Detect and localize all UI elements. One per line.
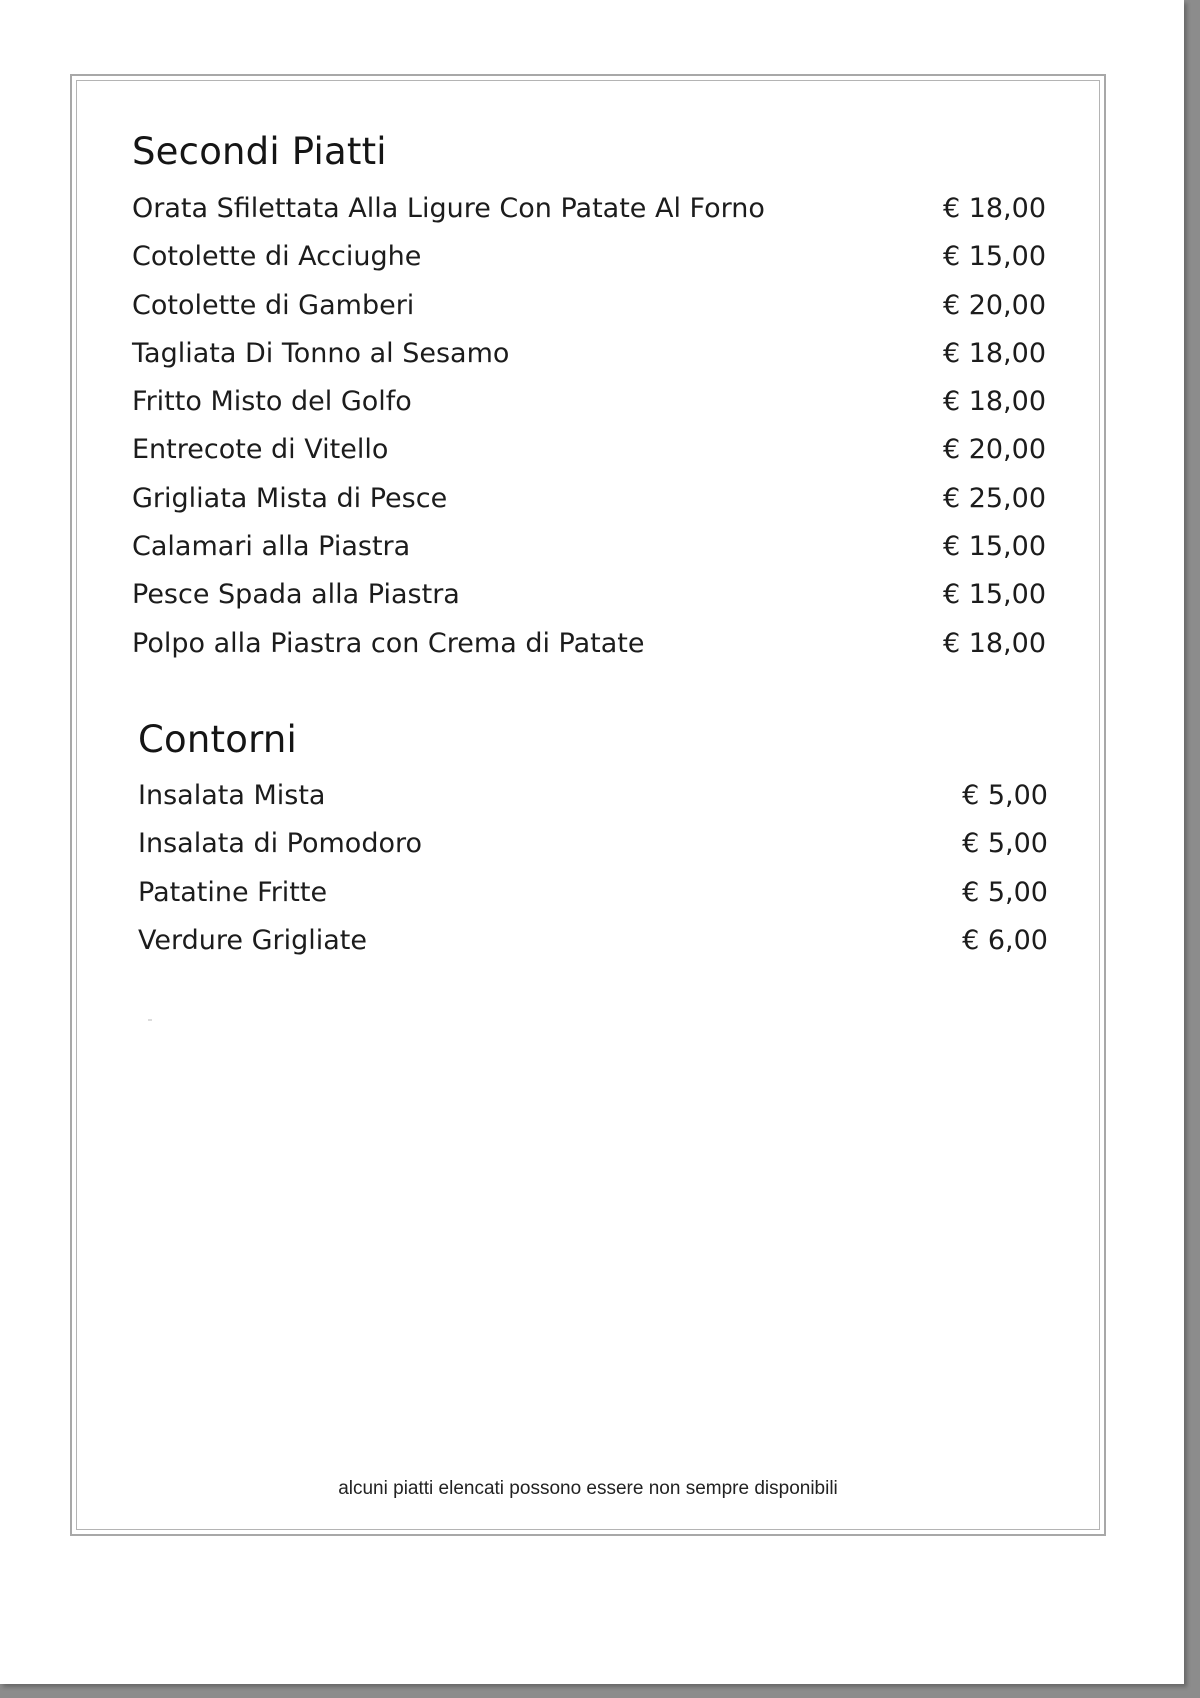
item-name: Verdure Grigliate	[138, 924, 367, 956]
item-name: Polpo alla Piastra con Crema di Patate	[132, 627, 645, 659]
item-name: Entrecote di Vitello	[132, 434, 389, 466]
item-name: Patatine Fritte	[138, 876, 328, 908]
item-price: € 6,00	[962, 924, 1048, 956]
contorni-list	[138, 772, 1048, 965]
secondi-piatti-list	[132, 185, 1046, 668]
availability-note: alcuni piatti elencati possono essere non sempre disponibili	[338, 1478, 838, 1499]
menu-item	[138, 820, 1048, 868]
item-name: Orata Sfilettata Alla Ligure Con Patate Al Forno	[132, 193, 765, 224]
section-title-contorni: Contorni	[138, 718, 297, 761]
item-name: Calamari alla Piastra	[132, 531, 411, 563]
item-name: Insalata Mista	[138, 780, 326, 811]
menu-item	[138, 917, 1048, 965]
item-price: € 15,00	[942, 241, 1046, 273]
menu-item	[132, 282, 1046, 330]
menu-item	[132, 233, 1046, 281]
item-price: € 15,00	[942, 579, 1046, 611]
item-name: Cotolette di Gamberi	[132, 289, 415, 321]
item-name: Pesce Spada alla Piastra	[132, 579, 460, 611]
section-title-secondi-piatti: Secondi Piatti	[132, 130, 387, 173]
stray-mark	[148, 1019, 152, 1021]
menu-item	[138, 869, 1048, 917]
item-price: € 5,00	[962, 780, 1048, 811]
item-price: € 5,00	[962, 828, 1048, 860]
item-price: € 5,00	[962, 876, 1048, 908]
menu-item	[132, 185, 1046, 233]
menu-item	[132, 571, 1046, 619]
menu-item	[138, 772, 1048, 820]
item-price: € 15,00	[942, 531, 1046, 563]
menu-item	[132, 475, 1046, 523]
menu-item	[132, 330, 1046, 378]
item-price: € 18,00	[942, 337, 1046, 369]
item-price: € 25,00	[942, 482, 1046, 514]
item-name: Tagliata Di Tonno al Sesamo	[132, 337, 510, 369]
item-price: € 18,00	[942, 386, 1046, 418]
item-price: € 20,00	[942, 434, 1046, 466]
menu-item	[132, 426, 1046, 474]
item-name: Grigliata Mista di Pesce	[132, 482, 448, 514]
item-price: € 18,00	[942, 627, 1046, 659]
item-price: € 18,00	[942, 193, 1046, 224]
item-name: Fritto Misto del Golfo	[132, 386, 412, 418]
item-price: € 20,00	[942, 289, 1046, 321]
item-name: Cotolette di Acciughe	[132, 241, 422, 273]
menu-item	[132, 523, 1046, 571]
item-name: Insalata di Pomodoro	[138, 828, 423, 860]
menu-item	[132, 378, 1046, 426]
menu-item	[132, 620, 1046, 668]
